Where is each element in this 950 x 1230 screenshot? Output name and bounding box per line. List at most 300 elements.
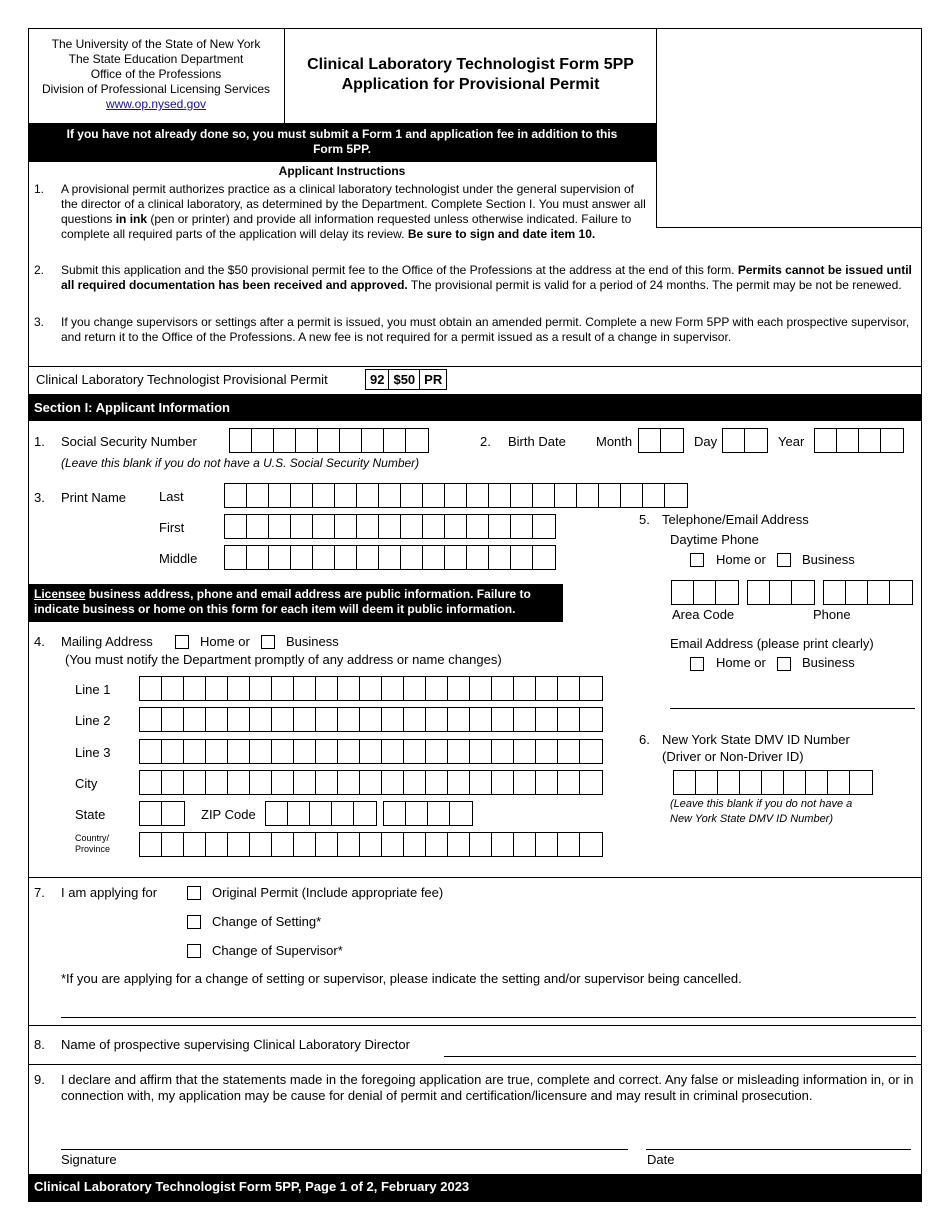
original-permit-checkbox[interactable] — [187, 886, 201, 900]
input-cell[interactable] — [665, 484, 687, 507]
input-cell[interactable] — [423, 546, 445, 569]
zip-input[interactable] — [265, 801, 377, 826]
input-cell[interactable] — [467, 546, 489, 569]
line1-input[interactable] — [139, 676, 603, 701]
input-cell[interactable] — [445, 546, 467, 569]
input-cell[interactable] — [514, 771, 536, 794]
input-cell[interactable] — [379, 484, 401, 507]
input-cell[interactable] — [448, 708, 470, 731]
input-cell[interactable] — [806, 771, 828, 794]
state-input[interactable] — [139, 801, 185, 826]
city-input[interactable] — [139, 770, 603, 795]
input-cell[interactable] — [748, 581, 770, 604]
input-cell[interactable] — [294, 708, 316, 731]
input-cell[interactable] — [580, 740, 602, 763]
input-cell[interactable] — [382, 740, 404, 763]
input-cell[interactable] — [332, 802, 354, 825]
input-cell[interactable] — [338, 771, 360, 794]
input-cell[interactable] — [426, 833, 448, 856]
instruction-3-body: If you change supervisors or settings after a permit is issued, you must obtain an amended permit. Complete a new Form 5PP with each prospective supervisor, and return it to the Office of the Professions. A new fee is not required for a permit issued as a result of a change in supervisor. — [61, 315, 910, 344]
input-cell[interactable] — [310, 802, 332, 825]
input-cell[interactable] — [354, 802, 376, 825]
input-cell[interactable] — [401, 484, 423, 507]
input-cell[interactable] — [577, 484, 599, 507]
input-cell[interactable] — [696, 771, 718, 794]
divider — [28, 1025, 922, 1026]
input-cell[interactable] — [362, 429, 384, 452]
country-label: Country/ — [75, 833, 110, 843]
last-name-input[interactable] — [224, 483, 688, 508]
birth-num: 2. — [480, 434, 491, 449]
input-cell[interactable] — [379, 515, 401, 538]
input-cell[interactable] — [450, 802, 472, 825]
input-cell[interactable] — [360, 677, 382, 700]
mailing-home-label: Home or — [200, 634, 250, 649]
change-supervisor-checkbox[interactable] — [187, 944, 201, 958]
input-cell[interactable] — [357, 484, 379, 507]
agency-line-1: The University of the State of New York — [51, 37, 261, 51]
first-name-input[interactable] — [224, 514, 556, 539]
input-cell[interactable] — [599, 484, 621, 507]
input-cell[interactable] — [272, 771, 294, 794]
birth-month-input[interactable] — [638, 428, 684, 453]
input-cell[interactable] — [448, 740, 470, 763]
input-cell[interactable] — [643, 484, 665, 507]
area-code-input[interactable] — [671, 580, 739, 605]
daytime-phone-label: Daytime Phone — [670, 532, 759, 547]
phone-line-input[interactable] — [823, 580, 913, 605]
input-cell[interactable] — [533, 546, 555, 569]
input-cell[interactable] — [489, 546, 511, 569]
input-cell[interactable] — [250, 771, 272, 794]
input-cell[interactable] — [555, 484, 577, 507]
input-cell[interactable] — [313, 546, 335, 569]
applying-note: *If you are applying for a change of setting or supervisor, please indicate the setting and/or supervisor being cancelled. — [61, 971, 742, 986]
instruction-1-part-2: in ink — [115, 212, 148, 226]
input-cell[interactable] — [445, 515, 467, 538]
input-cell[interactable] — [470, 740, 492, 763]
input-cell[interactable] — [511, 546, 533, 569]
divider — [28, 1064, 922, 1065]
input-cell[interactable] — [338, 740, 360, 763]
input-cell[interactable] — [723, 429, 745, 452]
input-cell[interactable] — [184, 708, 206, 731]
input-cell[interactable] — [448, 833, 470, 856]
director-num: 8. — [34, 1037, 45, 1052]
input-cell[interactable] — [225, 515, 247, 538]
date-label: Date — [647, 1152, 675, 1167]
input-cell[interactable] — [514, 833, 536, 856]
dmv-num: 6. — [639, 732, 650, 747]
instructions-heading: Applicant Instructions — [278, 164, 406, 178]
line3-label: Line 3 — [75, 745, 111, 760]
input-cell[interactable] — [379, 546, 401, 569]
input-cell[interactable] — [511, 484, 533, 507]
input-cell[interactable] — [837, 429, 859, 452]
input-cell[interactable] — [335, 484, 357, 507]
email-business-checkbox[interactable] — [777, 657, 791, 671]
input-cell[interactable] — [533, 515, 555, 538]
email-label: Email Address (please print clearly) — [670, 636, 874, 651]
change-setting-label: Change of Setting* — [212, 914, 322, 929]
agency-line-2: The State Education Department — [68, 52, 244, 66]
public-info-notice — [28, 584, 563, 622]
input-cell[interactable] — [206, 740, 228, 763]
change-setting-checkbox[interactable] — [187, 915, 201, 929]
input-cell[interactable] — [558, 677, 580, 700]
input-cell[interactable] — [382, 771, 404, 794]
input-cell[interactable] — [470, 708, 492, 731]
province-label: Province — [75, 844, 111, 854]
input-cell[interactable] — [140, 833, 162, 856]
divider — [28, 366, 922, 367]
input-cell[interactable] — [316, 677, 338, 700]
input-cell[interactable] — [445, 484, 467, 507]
middle-name-input[interactable] — [224, 545, 556, 570]
input-cell[interactable] — [313, 484, 335, 507]
birth-year-input[interactable] — [814, 428, 904, 453]
input-cell[interactable] — [846, 581, 868, 604]
contact-label: Telephone/Email Address — [662, 512, 809, 527]
input-cell[interactable] — [489, 484, 511, 507]
input-cell[interactable] — [792, 581, 814, 604]
input-cell[interactable] — [274, 429, 296, 452]
input-cell[interactable] — [228, 833, 250, 856]
input-cell[interactable] — [250, 708, 272, 731]
city-label: City — [75, 776, 98, 791]
input-cell[interactable] — [536, 708, 558, 731]
applying-num: 7. — [34, 885, 45, 900]
input-cell[interactable] — [404, 833, 426, 856]
input-cell[interactable] — [558, 833, 580, 856]
input-cell[interactable] — [514, 677, 536, 700]
input-cell[interactable] — [250, 833, 272, 856]
input-cell[interactable] — [294, 833, 316, 856]
instruction-2 — [34, 263, 916, 309]
notice-text: If you have not already done so, you must submit a Form 1 and application fee in addition to this Form 5PP. — [66, 127, 618, 156]
input-cell[interactable] — [467, 515, 489, 538]
input-cell[interactable] — [406, 802, 428, 825]
input-cell[interactable] — [357, 515, 379, 538]
input-cell[interactable] — [269, 484, 291, 507]
instruction-2-num: 2. — [34, 263, 45, 277]
input-cell[interactable] — [247, 546, 269, 569]
input-cell[interactable] — [288, 802, 310, 825]
input-cell[interactable] — [621, 484, 643, 507]
input-cell[interactable] — [384, 802, 406, 825]
input-cell[interactable] — [269, 515, 291, 538]
birth-day-input[interactable] — [722, 428, 768, 453]
permit-code: 92 — [366, 370, 389, 389]
input-cell[interactable] — [745, 429, 767, 452]
form-title: Clinical Laboratory Technologist Form 5PP — [307, 56, 634, 73]
website-link[interactable]: www.op.nysed.gov — [105, 97, 207, 111]
input-cell[interactable] — [467, 484, 489, 507]
input-cell[interactable] — [536, 833, 558, 856]
input-cell[interactable] — [382, 677, 404, 700]
input-cell[interactable] — [360, 708, 382, 731]
input-cell[interactable] — [694, 581, 716, 604]
input-cell[interactable] — [272, 740, 294, 763]
input-cell[interactable] — [272, 677, 294, 700]
input-cell[interactable] — [426, 771, 448, 794]
state-label: State — [75, 807, 106, 822]
input-cell[interactable] — [770, 581, 792, 604]
input-cell[interactable] — [316, 708, 338, 731]
ssn-input[interactable] — [229, 428, 429, 453]
input-cell[interactable] — [762, 771, 784, 794]
input-cell[interactable] — [470, 771, 492, 794]
input-cell[interactable] — [492, 708, 514, 731]
instruction-1-part-3: (pen or printer) and provide all information requested unless otherwise indicated. Failure to complete all required parts of the application will delay its review. — [61, 212, 632, 241]
input-cell[interactable] — [360, 833, 382, 856]
instruction-1-num: 1. — [34, 182, 45, 196]
input-cell[interactable] — [338, 677, 360, 700]
input-cell[interactable] — [580, 677, 602, 700]
input-cell[interactable] — [225, 484, 247, 507]
agency-block — [28, 37, 284, 112]
input-cell[interactable] — [140, 708, 162, 731]
input-cell[interactable] — [404, 740, 426, 763]
input-cell[interactable] — [228, 708, 250, 731]
country-input[interactable] — [139, 832, 603, 857]
input-cell[interactable] — [470, 677, 492, 700]
input-cell[interactable] — [401, 546, 423, 569]
input-cell[interactable] — [384, 429, 406, 452]
input-cell[interactable] — [294, 771, 316, 794]
input-cell[interactable] — [492, 740, 514, 763]
office-use-bottom — [656, 227, 922, 228]
input-cell[interactable] — [784, 771, 806, 794]
input-cell[interactable] — [489, 515, 511, 538]
input-cell[interactable] — [815, 429, 837, 452]
mailing-business-checkbox[interactable] — [261, 635, 275, 649]
input-cell[interactable] — [492, 771, 514, 794]
input-cell[interactable] — [206, 708, 228, 731]
input-cell[interactable] — [340, 429, 362, 452]
input-cell[interactable] — [228, 677, 250, 700]
input-cell[interactable] — [266, 802, 288, 825]
input-cell[interactable] — [294, 740, 316, 763]
form-title-block — [285, 55, 656, 95]
input-cell[interactable] — [140, 677, 162, 700]
phone-business-checkbox[interactable] — [777, 553, 791, 567]
permit-fee: $50 — [389, 370, 420, 389]
input-cell[interactable] — [291, 484, 313, 507]
last-name-label: Last — [159, 489, 184, 504]
mailing-home-checkbox[interactable] — [175, 635, 189, 649]
input-cell[interactable] — [184, 740, 206, 763]
input-cell[interactable] — [184, 677, 206, 700]
email-business-label: Business — [802, 655, 855, 670]
input-cell[interactable] — [470, 833, 492, 856]
input-cell[interactable] — [423, 484, 445, 507]
input-cell[interactable] — [740, 771, 762, 794]
input-cell[interactable] — [335, 515, 357, 538]
dmv-note-2: New York State DMV ID Number) — [670, 813, 834, 825]
input-cell[interactable] — [514, 708, 536, 731]
instruction-2-body — [61, 263, 916, 293]
input-cell[interactable] — [360, 740, 382, 763]
input-cell[interactable] — [335, 546, 357, 569]
phone-home-checkbox[interactable] — [690, 553, 704, 567]
input-cell[interactable] — [404, 771, 426, 794]
input-cell[interactable] — [162, 833, 184, 856]
input-cell[interactable] — [247, 515, 269, 538]
input-cell[interactable] — [206, 771, 228, 794]
input-cell[interactable] — [859, 429, 881, 452]
line2-label: Line 2 — [75, 713, 111, 728]
line2-input[interactable] — [139, 707, 603, 732]
input-cell[interactable] — [316, 833, 338, 856]
input-cell[interactable] — [382, 833, 404, 856]
name-label: Print Name — [61, 490, 127, 505]
input-cell[interactable] — [672, 581, 694, 604]
ssn-label: Social Security Number — [61, 434, 197, 449]
input-cell[interactable] — [448, 771, 470, 794]
input-cell[interactable] — [661, 429, 683, 452]
input-cell[interactable] — [881, 429, 903, 452]
office-use-divider — [656, 28, 657, 227]
input-cell[interactable] — [338, 833, 360, 856]
input-cell[interactable] — [247, 484, 269, 507]
input-cell[interactable] — [162, 708, 184, 731]
input-cell[interactable] — [718, 771, 740, 794]
input-cell[interactable] — [423, 515, 445, 538]
input-cell[interactable] — [426, 677, 448, 700]
input-cell[interactable] — [140, 740, 162, 763]
input-cell[interactable] — [401, 515, 423, 538]
input-cell[interactable] — [252, 429, 274, 452]
input-cell[interactable] — [428, 802, 450, 825]
input-cell[interactable] — [140, 802, 162, 825]
input-cell[interactable] — [448, 677, 470, 700]
line3-input[interactable] — [139, 739, 603, 764]
input-cell[interactable] — [140, 771, 162, 794]
input-cell[interactable] — [674, 771, 696, 794]
input-cell[interactable] — [558, 708, 580, 731]
input-cell[interactable] — [426, 740, 448, 763]
input-cell[interactable] — [162, 677, 184, 700]
input-cell[interactable] — [404, 677, 426, 700]
instruction-2-part-2: Permits cannot be issued until all required documentation has been received and approved. — [61, 263, 912, 292]
notice-bar — [28, 123, 656, 162]
input-cell[interactable] — [184, 833, 206, 856]
input-cell[interactable] — [184, 771, 206, 794]
input-cell[interactable] — [294, 677, 316, 700]
input-cell[interactable] — [296, 429, 318, 452]
permit-label: Clinical Laboratory Technologist Provisional Permit — [36, 372, 328, 387]
ssn-num: 1. — [34, 434, 45, 449]
instruction-3-num: 3. — [34, 315, 45, 329]
input-cell[interactable] — [580, 708, 602, 731]
zip-plus4-input[interactable] — [383, 801, 473, 826]
input-cell[interactable] — [360, 771, 382, 794]
input-cell[interactable] — [357, 546, 379, 569]
ssn-note: (Leave this blank if you do not have a U.S. Social Security Number) — [61, 456, 420, 470]
input-cell[interactable] — [382, 708, 404, 731]
input-cell[interactable] — [228, 771, 250, 794]
input-cell[interactable] — [291, 546, 313, 569]
input-cell[interactable] — [291, 515, 313, 538]
phone-prefix-input[interactable] — [747, 580, 815, 605]
input-cell[interactable] — [162, 802, 184, 825]
birth-label: Birth Date — [508, 434, 566, 449]
input-cell[interactable] — [850, 771, 872, 794]
mailing-business-label: Business — [286, 634, 339, 649]
input-cell[interactable] — [272, 708, 294, 731]
declare-text: I declare and affirm that the statements made in the foregoing application are true, complete and correct. Any false or misleading information in, or in connection with, my application may be cause for denial of permit and certification/licensure and may result in criminal prosecution. — [61, 1072, 914, 1103]
input-cell[interactable] — [580, 771, 602, 794]
input-cell[interactable] — [890, 581, 912, 604]
input-cell[interactable] — [206, 677, 228, 700]
input-cell[interactable] — [511, 515, 533, 538]
input-cell[interactable] — [230, 429, 252, 452]
input-cell[interactable] — [639, 429, 661, 452]
instruction-1 — [34, 182, 649, 258]
input-cell[interactable] — [316, 771, 338, 794]
input-cell[interactable] — [828, 771, 850, 794]
input-cell[interactable] — [868, 581, 890, 604]
input-cell[interactable] — [338, 708, 360, 731]
input-cell[interactable] — [269, 546, 291, 569]
email-home-checkbox[interactable] — [690, 657, 704, 671]
public-info-lead: Licensee — [34, 587, 86, 601]
email-home-label: Home or — [716, 655, 766, 670]
input-cell[interactable] — [404, 708, 426, 731]
email-input-line[interactable] — [670, 708, 915, 709]
instruction-1-part-4: Be sure to sign and date item 10. — [407, 227, 596, 241]
footer-text: Clinical Laboratory Technologist Form 5PP, Page 1 of 2, February 2023 — [34, 1179, 470, 1194]
input-cell[interactable] — [514, 740, 536, 763]
mailing-num: 4. — [34, 634, 45, 649]
dmv-id-input[interactable] — [673, 770, 873, 795]
input-cell[interactable] — [580, 833, 602, 856]
divider — [28, 877, 922, 878]
input-cell[interactable] — [536, 677, 558, 700]
zip-label: ZIP Code — [201, 807, 256, 822]
input-cell[interactable] — [206, 833, 228, 856]
input-cell[interactable] — [272, 833, 294, 856]
input-cell[interactable] — [318, 429, 340, 452]
input-cell[interactable] — [558, 771, 580, 794]
input-cell[interactable] — [426, 708, 448, 731]
input-cell[interactable] — [162, 740, 184, 763]
input-cell[interactable] — [406, 429, 428, 452]
input-cell[interactable] — [313, 515, 335, 538]
input-cell[interactable] — [536, 771, 558, 794]
input-cell[interactable] — [492, 833, 514, 856]
input-cell[interactable] — [536, 740, 558, 763]
input-cell[interactable] — [824, 581, 846, 604]
input-cell[interactable] — [716, 581, 738, 604]
input-cell[interactable] — [228, 740, 250, 763]
instruction-1-part-1: A provisional permit authorizes practice as a clinical laboratory technologist under the general supervision of the director of a clinical laboratory, as determined by the Department. Complete Section I. You must answer all questions — [61, 182, 646, 226]
input-cell[interactable] — [533, 484, 555, 507]
input-cell[interactable] — [162, 771, 184, 794]
director-input-line[interactable] — [444, 1056, 916, 1057]
input-cell[interactable] — [316, 740, 338, 763]
input-cell[interactable] — [558, 740, 580, 763]
date-line[interactable] — [646, 1149, 911, 1150]
cancelled-input-line[interactable] — [61, 1017, 916, 1018]
signature-line[interactable] — [61, 1149, 628, 1150]
input-cell[interactable] — [250, 740, 272, 763]
input-cell[interactable] — [225, 546, 247, 569]
input-cell[interactable] — [492, 677, 514, 700]
input-cell[interactable] — [250, 677, 272, 700]
instruction-2-part-1: Submit this application and the $50 provisional permit fee to the Office of the Professions at the address at the end of this form. — [61, 263, 738, 277]
